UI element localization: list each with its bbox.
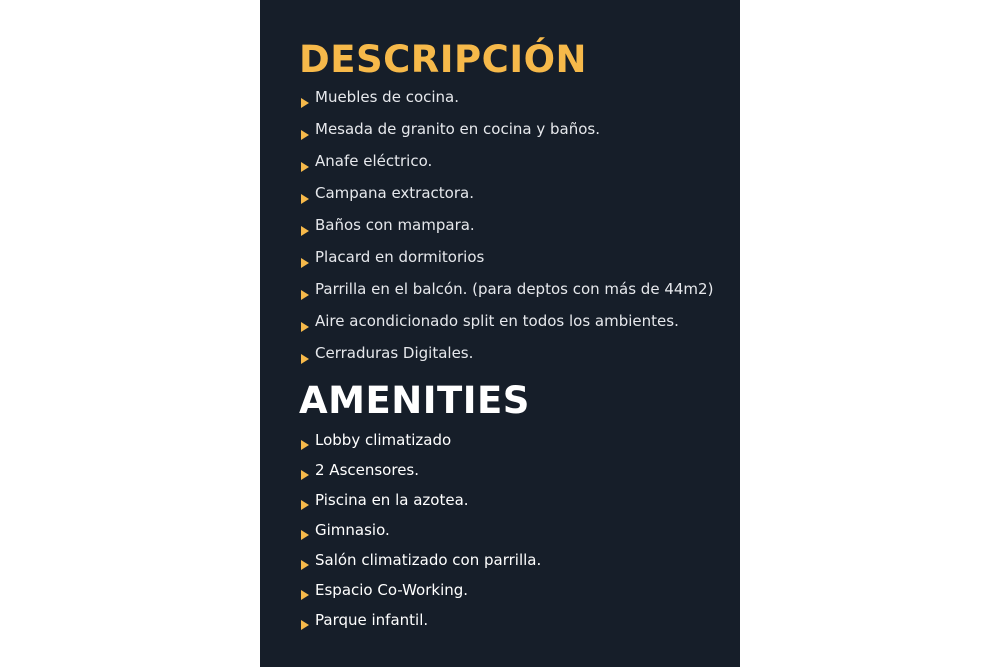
list-item bbox=[299, 550, 541, 580]
list-item-label: Aire acondicionado split en todos los ambientes. bbox=[315, 312, 679, 330]
list-item bbox=[299, 183, 713, 215]
list-item bbox=[299, 490, 541, 520]
list-item-label: Parrilla en el balcón. (para deptos con más de 44m2) bbox=[315, 280, 714, 298]
list-item bbox=[299, 215, 713, 247]
list-item-label: Baños con mampara. bbox=[315, 216, 475, 234]
triangle-right-icon bbox=[301, 130, 309, 140]
list-item-label: Placard en dormitorios bbox=[315, 248, 485, 266]
triangle-right-icon bbox=[301, 500, 309, 510]
info-panel bbox=[260, 0, 740, 667]
amenities-list bbox=[299, 430, 541, 640]
triangle-right-icon bbox=[301, 620, 309, 630]
triangle-right-icon bbox=[301, 354, 309, 364]
list-item bbox=[299, 247, 713, 279]
list-item bbox=[299, 460, 541, 490]
list-item bbox=[299, 343, 713, 375]
descripcion-list bbox=[299, 87, 713, 375]
list-item-label: Campana extractora. bbox=[315, 184, 474, 202]
triangle-right-icon bbox=[301, 290, 309, 300]
triangle-right-icon bbox=[301, 322, 309, 332]
triangle-right-icon bbox=[301, 440, 309, 450]
triangle-right-icon bbox=[301, 98, 309, 108]
triangle-right-icon bbox=[301, 590, 309, 600]
list-item bbox=[299, 151, 713, 183]
list-item-label: Cerraduras Digitales. bbox=[315, 344, 474, 362]
list-item bbox=[299, 311, 713, 343]
triangle-right-icon bbox=[301, 226, 309, 236]
list-item-label: Piscina en la azotea. bbox=[315, 491, 469, 509]
triangle-right-icon bbox=[301, 560, 309, 570]
list-item-label: Anafe eléctrico. bbox=[315, 152, 433, 170]
triangle-right-icon bbox=[301, 470, 309, 480]
list-item-label: 2 Ascensores. bbox=[315, 461, 420, 479]
list-item bbox=[299, 87, 713, 119]
list-item-label: Espacio Co-Working. bbox=[315, 581, 469, 599]
triangle-right-icon bbox=[301, 258, 309, 268]
list-item-label: Gimnasio. bbox=[315, 521, 390, 539]
list-item bbox=[299, 119, 713, 151]
triangle-right-icon bbox=[301, 194, 309, 204]
list-item bbox=[299, 610, 541, 640]
triangle-right-icon bbox=[301, 162, 309, 172]
list-item-label: Lobby climatizado bbox=[315, 431, 452, 449]
triangle-right-icon bbox=[301, 530, 309, 540]
amenities-heading: AMENITIES bbox=[299, 379, 530, 422]
list-item bbox=[299, 279, 713, 311]
list-item-label: Muebles de cocina. bbox=[315, 88, 460, 106]
list-item bbox=[299, 520, 541, 550]
descripcion-heading: DESCRIPCIÓN bbox=[299, 38, 588, 81]
list-item bbox=[299, 580, 541, 610]
list-item-label: Parque infantil. bbox=[315, 611, 429, 629]
list-item-label: Mesada de granito en cocina y baños. bbox=[315, 120, 600, 138]
list-item-label: Salón climatizado con parrilla. bbox=[315, 551, 542, 569]
list-item bbox=[299, 430, 541, 460]
